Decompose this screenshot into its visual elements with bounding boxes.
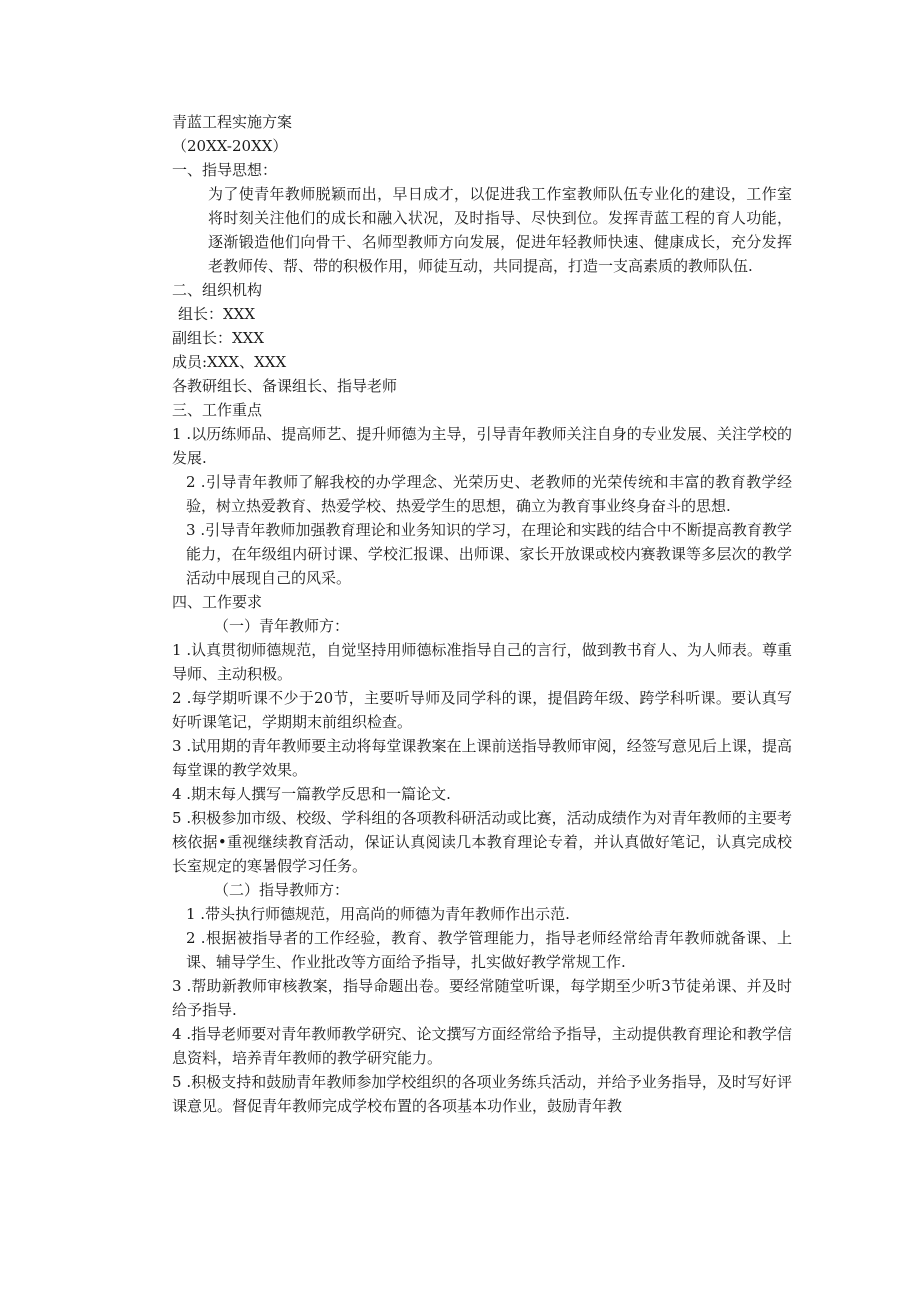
list-item: 1 .以历练师品、提高师艺、提升师德为主导，引导青年教师关注自身的专业发展、关注学校的发展.	[172, 425, 792, 467]
section-heading: 二、组织机构	[172, 281, 263, 299]
document-year-range: （20XX-20XX）	[172, 137, 288, 155]
paragraph: 为了使青年教师脱颖而出，早日成才，以促进我工作室教师队伍专业化的建设，工作室将时刻关注他们的成长和融入状况，及时指导、尽快到位。发挥青蓝工程的育人功能，逐渐锻造他们向骨干、名师型教师方向发展，促进年轻教师快速、健康成长，充分发挥老教师传、帮、带的积极作用，师徒互动，共同提高，打造一支高素质的教师队伍.	[208, 185, 792, 275]
list-item: 2 .引导青年教师了解我校的办学理念、光荣历史、老教师的光荣传统和丰富的教育教学经验，树立热爱教育、热爱学校、热爱学生的思想，确立为教育事业终身奋斗的思想.	[186, 473, 792, 515]
section-heading: 一、指导思想：	[172, 161, 278, 179]
org-members: 成员:XXX、XXX	[172, 353, 287, 371]
list-item: 5 .积极支持和鼓励青年教师参加学校组织的各项业务练兵活动，并给予业务指导，及时写好评课意见。督促青年教师完成学校布置的各项基本功作业，鼓励青年教	[172, 1073, 792, 1115]
list-item: 3 .帮助新教师审核教案，指导命题出卷。要经常随堂听课，每学期至少听3节徒弟课、并及时给予指导.	[172, 977, 792, 1019]
list-item: 1 .认真贯彻师德规范，自觉坚持用师德标准指导自己的言行，做到教书育人、为人师表。尊重导师、主动积极。	[172, 641, 792, 683]
org-leader: 组长：XXX	[178, 305, 256, 323]
subsection-heading: （二）指导教师方：	[214, 881, 350, 899]
list-item: 1 .带头执行师德规范，用高尚的师德为青年教师作出示范.	[186, 905, 570, 923]
section-heading: 三、工作重点	[172, 401, 263, 419]
org-deputy: 副组长：XXX	[172, 329, 265, 347]
document-body	[172, 110, 792, 1118]
list-item: 3 .试用期的青年教师要主动将每堂课教案在上课前送指导教师审阅，经签写意见后上课，提高每堂课的教学效果。	[172, 737, 792, 779]
list-item: 4 .指导老师要对青年教师教学研究、论文撰写方面经常给予指导，主动提供教育理论和教学信息资料，培养青年教师的教学研究能力。	[172, 1025, 792, 1067]
subsection-heading: （一）青年教师方：	[214, 617, 350, 635]
document-title: 青蓝工程实施方案	[172, 113, 293, 131]
list-item: 4 .期末每人撰写一篇教学反思和一篇论文.	[172, 785, 451, 803]
section-heading: 四、工作要求	[172, 593, 263, 611]
list-item: 2 .每学期听课不少于20节，主要听导师及同学科的课，提倡跨年级、跨学科听课。要认真写好听课笔记，学期期末前组织检查。	[172, 689, 792, 731]
list-item: 5 .积极参加市级、校级、学科组的各项教科研活动或比赛，活动成绩作为对青年教师的主要考核依据•重视继续教育活动，保证认真阅读几本教育理论专着，并认真做好笔记，认真完成校长室规定的寒暑假学习任务。	[172, 809, 792, 875]
list-item: 2 .根据被指导者的工作经验，教育、教学管理能力，指导老师经常给青年教师就备课、上课、辅导学生、作业批改等方面给予指导，扎实做好教学常规工作.	[186, 929, 792, 971]
list-item: 3 .引导青年教师加强教育理论和业务知识的学习，在理论和实践的结合中不断提高教育教学能力，在年级组内研讨课、学校汇报课、出师课、家长开放课或校内赛教课等多层次的教学活动中展现自己的风采。	[186, 521, 792, 587]
org-others: 各教研组长、备课组长、指导老师	[172, 377, 398, 395]
